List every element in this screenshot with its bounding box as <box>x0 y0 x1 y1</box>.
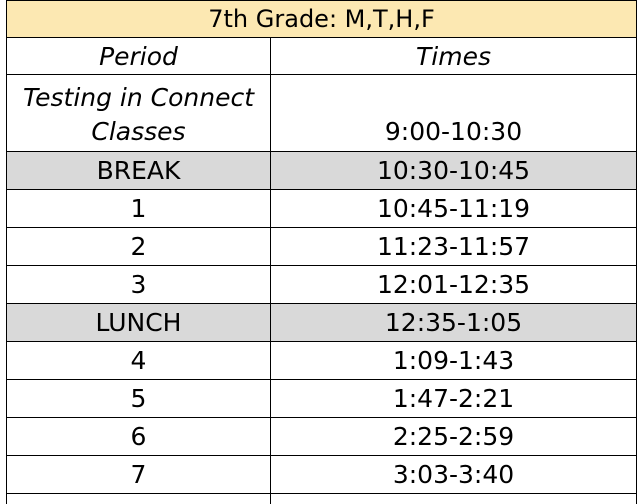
period-cell: 5 <box>7 380 271 418</box>
schedule-title: 7th Grade: M,T,H,F <box>7 1 637 38</box>
table-row <box>7 342 637 380</box>
period-cell: BREAK <box>7 152 271 190</box>
period-header: Period <box>7 38 271 75</box>
period-cell: 6 <box>7 418 271 456</box>
empty-cell <box>271 494 637 504</box>
table-row <box>7 190 637 228</box>
period-cell: 4 <box>7 342 271 380</box>
period-cell: 3 <box>7 266 271 304</box>
time-cell: 3:03-3:40 <box>271 456 637 494</box>
time-cell: 10:45-11:19 <box>271 190 637 228</box>
empty-row <box>7 494 637 504</box>
table-row <box>7 380 637 418</box>
table-row <box>7 228 637 266</box>
period-cell: Testing in Connect Classes <box>7 75 271 152</box>
period-cell: 1 <box>7 190 271 228</box>
period-cell: 7 <box>7 456 271 494</box>
table-row <box>7 266 637 304</box>
time-cell: 12:35-1:05 <box>271 304 637 342</box>
table-row <box>7 456 637 494</box>
table-row-lunch <box>7 304 637 342</box>
time-cell: 11:23-11:57 <box>271 228 637 266</box>
time-cell: 10:30-10:45 <box>271 152 637 190</box>
schedule-table <box>6 0 637 504</box>
period-cell: 2 <box>7 228 271 266</box>
empty-cell <box>7 494 271 504</box>
time-cell: 1:47-2:21 <box>271 380 637 418</box>
time-cell: 2:25-2:59 <box>271 418 637 456</box>
table-row <box>7 75 637 152</box>
table-row <box>7 418 637 456</box>
table-row-break <box>7 152 637 190</box>
period-cell: LUNCH <box>7 304 271 342</box>
title-row <box>7 1 637 38</box>
time-cell: 12:01-12:35 <box>271 266 637 304</box>
time-cell: 9:00-10:30 <box>271 75 637 152</box>
times-header: Times <box>271 38 637 75</box>
time-cell: 1:09-1:43 <box>271 342 637 380</box>
header-row <box>7 38 637 75</box>
